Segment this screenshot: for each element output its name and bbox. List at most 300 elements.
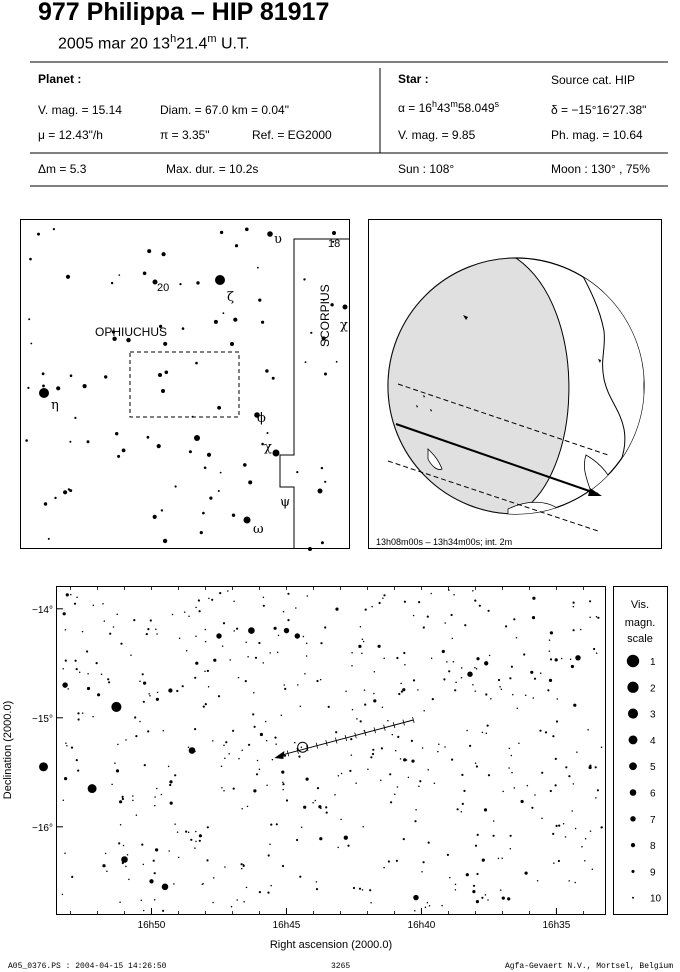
chart-star	[179, 637, 181, 639]
mag-scale-dot	[632, 897, 634, 899]
chart-star	[259, 891, 261, 893]
chart-star	[550, 658, 552, 660]
finder-star	[44, 502, 47, 505]
chart-star	[207, 826, 209, 828]
mag-scale-dot	[630, 789, 637, 796]
chart-star	[573, 783, 575, 785]
chart-star	[194, 847, 196, 849]
chart-star	[517, 708, 519, 710]
chart-star	[593, 648, 595, 650]
chart-star	[174, 823, 176, 825]
mag-scale-dot	[630, 816, 635, 821]
finder-star	[119, 274, 121, 276]
eta-label: η	[51, 398, 59, 413]
chart-star	[135, 735, 137, 737]
mag-scale-dot	[629, 735, 638, 744]
chart-star	[570, 659, 572, 661]
chart-star	[455, 884, 457, 886]
chart-star	[204, 671, 206, 673]
chart-star	[509, 677, 511, 679]
chart-star	[425, 907, 427, 909]
chart-star	[146, 633, 148, 635]
chart-star	[418, 786, 420, 788]
chart-star	[96, 662, 98, 664]
chart-star	[75, 660, 77, 662]
chart-star	[390, 801, 392, 803]
chart-star	[428, 842, 430, 844]
finder-star	[39, 388, 49, 398]
chart-star	[413, 895, 418, 900]
chart-star	[555, 784, 557, 786]
finder-star	[196, 281, 199, 284]
chart-star	[472, 590, 474, 592]
chart-star	[218, 695, 220, 697]
finder-star	[195, 362, 198, 365]
mag-scale-dot	[627, 682, 638, 693]
y-tick-label: −14°	[32, 604, 53, 616]
page-title: 977 Philippa – HIP 81917	[38, 0, 330, 26]
chart-star	[257, 760, 259, 762]
mag-scale-label: 9	[650, 867, 656, 879]
chart-star	[422, 747, 424, 749]
chart-star	[301, 747, 303, 749]
chart-star	[518, 743, 520, 745]
mag-scale-label: 5	[650, 762, 656, 774]
chart-star	[300, 706, 302, 708]
chart-star	[122, 796, 124, 798]
chart-star	[199, 834, 202, 837]
chart-star	[380, 779, 382, 781]
chart-star	[580, 629, 582, 631]
finder-star	[30, 343, 32, 345]
finder-star	[42, 385, 45, 388]
chart-star	[394, 793, 396, 795]
chart-star	[154, 796, 156, 798]
chart-star	[108, 681, 110, 683]
chart-star	[430, 593, 432, 595]
chart-star	[556, 825, 558, 827]
chart-star	[427, 902, 429, 904]
finder-star	[308, 547, 312, 551]
chart-star	[143, 682, 146, 685]
chart-star	[62, 668, 64, 670]
chart-star	[168, 850, 170, 852]
chart-star	[147, 628, 149, 630]
chart-star	[298, 756, 300, 758]
chart-star	[93, 604, 95, 606]
chart-star	[347, 845, 349, 847]
chart-star	[421, 871, 423, 873]
chart-star	[156, 788, 158, 790]
chart-star	[381, 747, 383, 749]
chart-star	[557, 698, 559, 700]
chart-star	[382, 597, 384, 599]
chart-star	[149, 695, 151, 697]
chart-star	[383, 658, 385, 660]
chart-star	[39, 762, 48, 771]
chart-star	[232, 730, 234, 732]
chart-star	[119, 800, 122, 803]
earth-globe-panel	[368, 219, 662, 549]
plot-frame	[57, 587, 606, 915]
chart-star	[119, 901, 121, 903]
chart-star	[287, 619, 289, 621]
chart-star	[442, 650, 445, 653]
x-tick-label: 16h50	[137, 920, 166, 931]
chart-star	[268, 854, 270, 856]
chart-star	[189, 747, 196, 754]
chart-star	[202, 884, 204, 886]
chart-star	[111, 702, 121, 712]
finder-star	[157, 444, 161, 448]
finder-star	[48, 538, 50, 540]
x-tick-label: 16h45	[272, 920, 301, 931]
chart-star	[306, 778, 309, 781]
finder-star	[42, 372, 45, 375]
chart-star	[403, 652, 405, 654]
chart-star	[88, 784, 97, 793]
chart-star	[396, 657, 398, 659]
chart-star	[297, 684, 299, 686]
chart-star	[411, 760, 414, 763]
chart-star	[255, 657, 257, 659]
chart-star	[62, 682, 67, 687]
finder-star	[220, 472, 222, 474]
chart-star	[467, 671, 472, 676]
finder-star	[248, 480, 252, 484]
chart-star	[76, 668, 78, 670]
finder-star	[209, 497, 212, 500]
chart-star	[203, 706, 205, 708]
chart-star	[350, 738, 352, 740]
finder-star	[202, 512, 205, 515]
psi-label: ψ	[280, 495, 291, 510]
finder-star	[69, 441, 71, 443]
chart-star	[122, 862, 124, 864]
chart-star	[169, 784, 171, 786]
chart-star	[284, 755, 286, 757]
chart-star	[455, 682, 457, 684]
chart-star	[156, 633, 158, 635]
chart-star	[541, 818, 543, 820]
finder-star	[147, 249, 151, 253]
chart-star	[530, 671, 533, 674]
chart-star	[66, 745, 68, 747]
finder-star	[230, 342, 234, 346]
chart-star	[132, 800, 134, 802]
chart-star	[130, 654, 132, 656]
chart-star	[168, 766, 170, 768]
chart-star	[335, 608, 338, 611]
finder-star	[56, 386, 60, 390]
chart-star	[511, 772, 513, 774]
finder-star	[143, 272, 147, 276]
finder-star	[267, 231, 273, 237]
chart-star	[573, 606, 575, 608]
finder-star	[215, 275, 225, 285]
chart-star	[116, 614, 118, 616]
chart-star	[114, 762, 116, 764]
chart-star	[525, 695, 527, 697]
chart-star	[113, 626, 115, 628]
chart-star	[269, 652, 271, 654]
chart-star	[414, 910, 416, 912]
chart-star	[278, 635, 280, 637]
chart-star	[213, 877, 215, 879]
chart-star	[373, 693, 375, 695]
chart-star	[500, 889, 502, 891]
chart-star	[404, 664, 406, 666]
chart-star	[432, 698, 434, 700]
alpha-mid: 43	[436, 101, 451, 115]
chart-star	[392, 734, 394, 736]
finder-star	[257, 267, 259, 269]
chart-star	[263, 596, 265, 598]
chart-star	[283, 684, 285, 686]
finder-star	[223, 312, 225, 314]
chart-star	[592, 868, 594, 870]
chart-star	[448, 670, 450, 672]
footer-file: A05_0376.PS : 2004-04-15 14:26:50	[8, 962, 167, 971]
chart-star	[173, 883, 175, 885]
finder-star	[104, 375, 107, 378]
chart-star	[199, 840, 201, 842]
x-tick-label: 16h40	[407, 920, 436, 931]
chart-star	[150, 619, 152, 621]
chart-star	[341, 773, 343, 775]
chart-star	[295, 633, 300, 638]
chart-star	[87, 687, 90, 690]
finder-star	[321, 467, 323, 469]
chart-star	[453, 594, 455, 596]
chart-star	[374, 671, 376, 673]
chart-star	[224, 757, 226, 759]
chart-star	[571, 810, 573, 812]
chart-star	[472, 684, 474, 686]
chart-star	[521, 800, 524, 803]
source-catalog: Source cat. HIP	[551, 73, 636, 87]
chart-star	[270, 824, 272, 826]
chart-star	[128, 879, 130, 881]
chart-star	[539, 730, 541, 732]
chart-star	[352, 709, 354, 711]
chart-star	[286, 799, 288, 801]
chart-star	[76, 759, 78, 761]
chart-star	[502, 897, 505, 900]
chart-star	[141, 899, 143, 901]
chart-star	[485, 894, 487, 896]
chart-star	[241, 868, 243, 870]
chart-star	[461, 811, 463, 813]
chart-star	[457, 808, 459, 810]
chart-star	[154, 872, 156, 874]
chart-star	[79, 672, 81, 674]
chart-star	[434, 783, 436, 785]
chart-star	[320, 679, 322, 681]
chart-star	[513, 618, 515, 620]
chart-star	[556, 720, 558, 722]
planet-ref: Ref. = EG2000	[252, 128, 332, 142]
chart-star	[195, 841, 197, 843]
chart-star	[303, 636, 305, 638]
finder-star	[273, 450, 280, 457]
chart-star	[509, 748, 511, 750]
finder-star	[204, 467, 207, 470]
chart-star	[549, 679, 552, 682]
chart-star	[287, 593, 289, 595]
mag-scale-label: 10	[650, 893, 662, 905]
chart-star	[367, 768, 369, 770]
chart-star	[142, 673, 144, 675]
chart-star	[176, 690, 178, 692]
chart-star	[523, 653, 525, 655]
chart-star	[545, 731, 547, 733]
chart-star	[360, 720, 362, 722]
chart-star	[162, 884, 169, 891]
sun-elongation: Sun : 108°	[398, 162, 455, 176]
chart-star	[133, 619, 135, 621]
chart-star	[596, 616, 598, 618]
chart-star	[355, 782, 357, 784]
chart-star	[266, 740, 268, 742]
chart-star	[437, 751, 439, 753]
chart-star	[312, 802, 314, 804]
chart-star	[231, 906, 233, 908]
chart-star	[67, 688, 69, 690]
chart-star	[571, 665, 574, 668]
chart-star	[277, 651, 279, 653]
chart-star	[476, 765, 478, 767]
chart-star	[259, 769, 261, 771]
finder-star	[70, 374, 73, 377]
chart-star	[282, 782, 284, 784]
chart-star	[157, 692, 159, 694]
chart-star	[222, 645, 224, 647]
chart-star	[125, 866, 127, 868]
mag-scale-title-3: scale	[627, 633, 653, 645]
chart-star	[153, 860, 155, 862]
chart-star	[466, 730, 468, 732]
chart-star	[241, 750, 243, 752]
chart-star	[295, 607, 297, 609]
chart-star	[211, 599, 213, 601]
chart-star	[139, 680, 141, 682]
chart-star	[272, 759, 274, 761]
chart-star	[404, 601, 406, 603]
finder-star	[163, 539, 167, 543]
chi-oph-label: χ	[264, 440, 272, 455]
chart-star	[511, 666, 513, 668]
chart-star	[338, 775, 340, 777]
chart-star	[413, 615, 415, 617]
chart-star	[243, 901, 245, 903]
chart-star	[236, 628, 238, 630]
chart-star	[351, 665, 353, 667]
finder-star	[324, 373, 327, 376]
chart-star	[97, 693, 100, 696]
chart-star	[466, 873, 469, 876]
chart-star	[573, 704, 576, 707]
chart-star	[484, 661, 488, 665]
chart-star	[370, 756, 372, 758]
finder-star	[53, 228, 55, 230]
chart-star	[199, 610, 201, 612]
chart-star	[123, 845, 125, 847]
chart-star	[600, 827, 602, 829]
chart-star	[493, 820, 495, 822]
y-axis-label: Declination (2000.0)	[2, 700, 14, 800]
chart-star	[223, 744, 225, 746]
chart-star	[324, 626, 326, 628]
chart-star	[184, 611, 186, 613]
chart-star	[499, 686, 501, 688]
chart-star	[396, 860, 398, 862]
chart-star	[282, 789, 284, 791]
chart-star	[514, 787, 516, 789]
chart-star	[388, 860, 390, 862]
y-tick-label: −16°	[32, 822, 53, 834]
chart-star	[296, 839, 298, 841]
chart-star	[356, 718, 358, 720]
chart-star	[281, 771, 284, 774]
chart-star	[423, 626, 425, 628]
planet-heading: Planet :	[38, 72, 82, 86]
chart-star	[370, 902, 372, 904]
chart-star	[337, 847, 339, 849]
chart-star	[169, 780, 172, 783]
chart-star	[136, 814, 138, 816]
mag-scale-label: 6	[650, 788, 656, 800]
finder-star	[324, 481, 326, 483]
chart-star	[449, 877, 451, 879]
chart-star	[400, 758, 402, 760]
chart-star	[493, 835, 495, 837]
chart-star	[205, 629, 207, 631]
finder-star	[74, 417, 76, 419]
finder-star	[175, 485, 177, 487]
chart-star	[294, 742, 296, 744]
finder-star	[192, 416, 194, 418]
chart-star	[281, 715, 283, 717]
chart-star	[252, 713, 254, 715]
star-delta: δ = −15°16'27.38"	[551, 103, 647, 117]
finder-star	[214, 320, 218, 324]
chart-star	[438, 743, 440, 745]
date-h: h	[170, 33, 177, 45]
planet-diameter: Diam. = 67.0 km = 0.04"	[160, 103, 289, 117]
chart-star	[74, 603, 76, 605]
mag-scale-label: 7	[650, 814, 656, 826]
chart-star	[188, 832, 190, 834]
chart-star	[395, 750, 397, 752]
finder-star	[232, 514, 235, 517]
chart-star	[414, 820, 416, 822]
chart-star	[253, 789, 256, 792]
finder-star	[165, 371, 169, 375]
chart-star	[77, 770, 79, 772]
chart-star	[178, 857, 180, 859]
chart-star	[595, 797, 597, 799]
chart-star	[320, 808, 322, 810]
chart-star	[177, 831, 179, 833]
chart-star	[479, 605, 481, 607]
chart-star	[109, 633, 111, 635]
finder-star	[189, 450, 192, 453]
mag-scale-dot	[631, 870, 634, 873]
finder-star	[111, 282, 113, 284]
finder-star	[336, 361, 338, 363]
chart-star	[452, 638, 454, 640]
